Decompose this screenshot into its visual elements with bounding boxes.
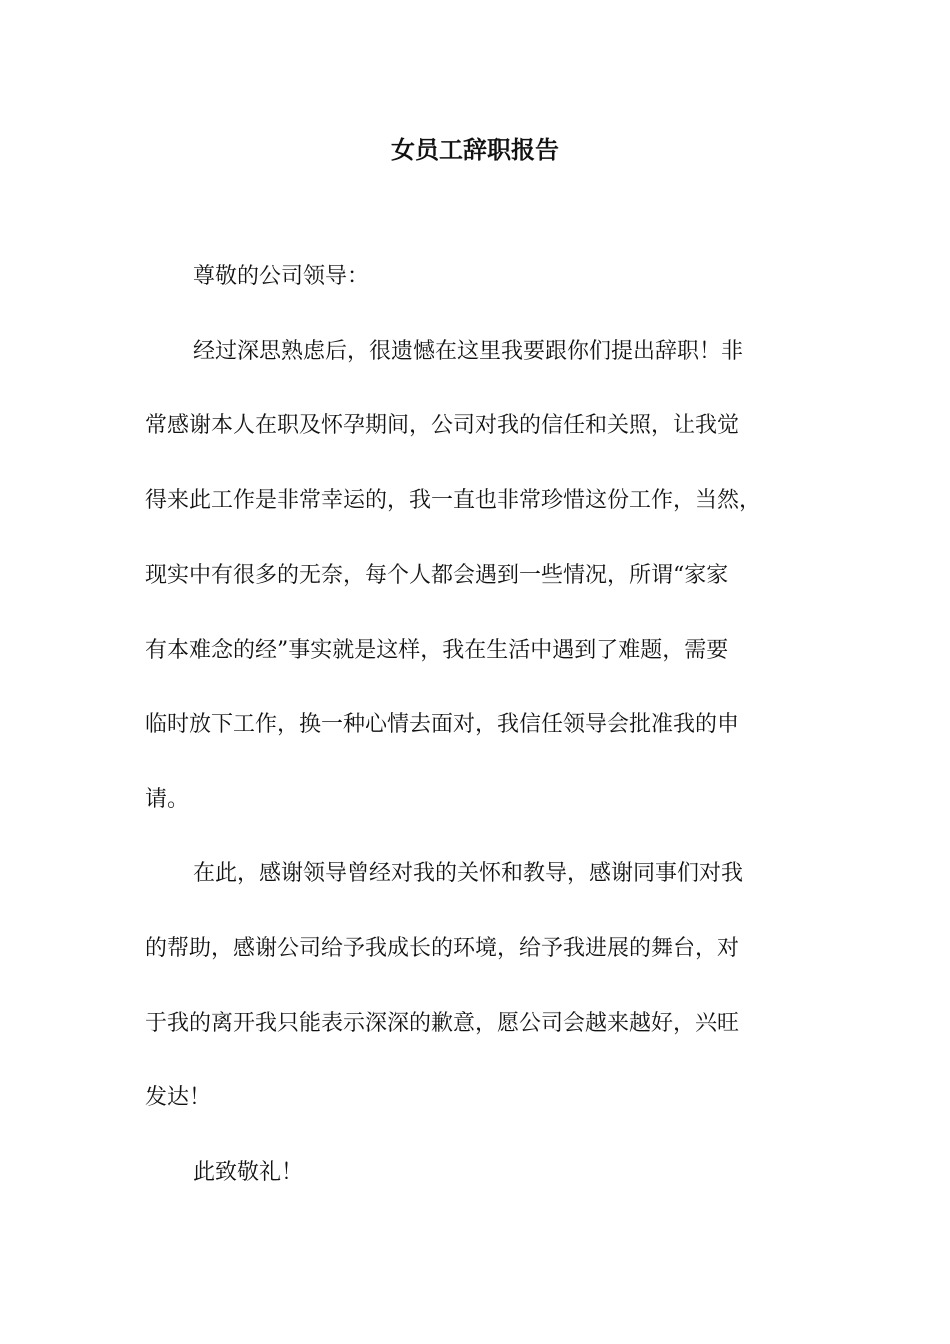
paragraph1-line-7: 请。 (145, 787, 190, 812)
paragraph1-line-4: 现实中有很多的无奈，每个人都会遇到一些情况，所谓“家家 (145, 563, 729, 588)
paragraph1-line-6: 临时放下工作，换一种心情去面对，我信任领导会批准我的申 (145, 712, 740, 737)
paragraph1-line-2: 常感谢本人在职及怀孕期间，公司对我的信任和关照，让我觉 (145, 413, 740, 438)
salutation: 尊敬的公司领导： (193, 264, 370, 289)
document-title: 女员工辞职报告 (391, 135, 559, 164)
paragraph2-line-3: 于我的离开我只能表示深深的歉意，愿公司会越来越好，兴旺 (145, 1011, 740, 1036)
paragraph2-line-1: 在此，感谢领导曾经对我的关怀和教导，感谢同事们对我 (193, 861, 744, 886)
paragraph1-line-5: 有本难念的经”事实就是这样，我在生活中遇到了难题，需要 (145, 638, 729, 663)
paragraph1-line-1: 经过深思熟虑后，很遗憾在这里我要跟你们提出辞职！非 (193, 339, 744, 364)
paragraph2-line-4: 发达！ (145, 1085, 212, 1110)
paragraph1-line-3: 得来此工作是非常幸运的，我一直也非常珍惜这份工作，当然， (145, 488, 762, 513)
closing: 此致敬礼！ (193, 1160, 304, 1185)
paragraph2-line-2: 的帮助，感谢公司给予我成长的环境，给予我进展的舞台，对 (145, 936, 740, 961)
